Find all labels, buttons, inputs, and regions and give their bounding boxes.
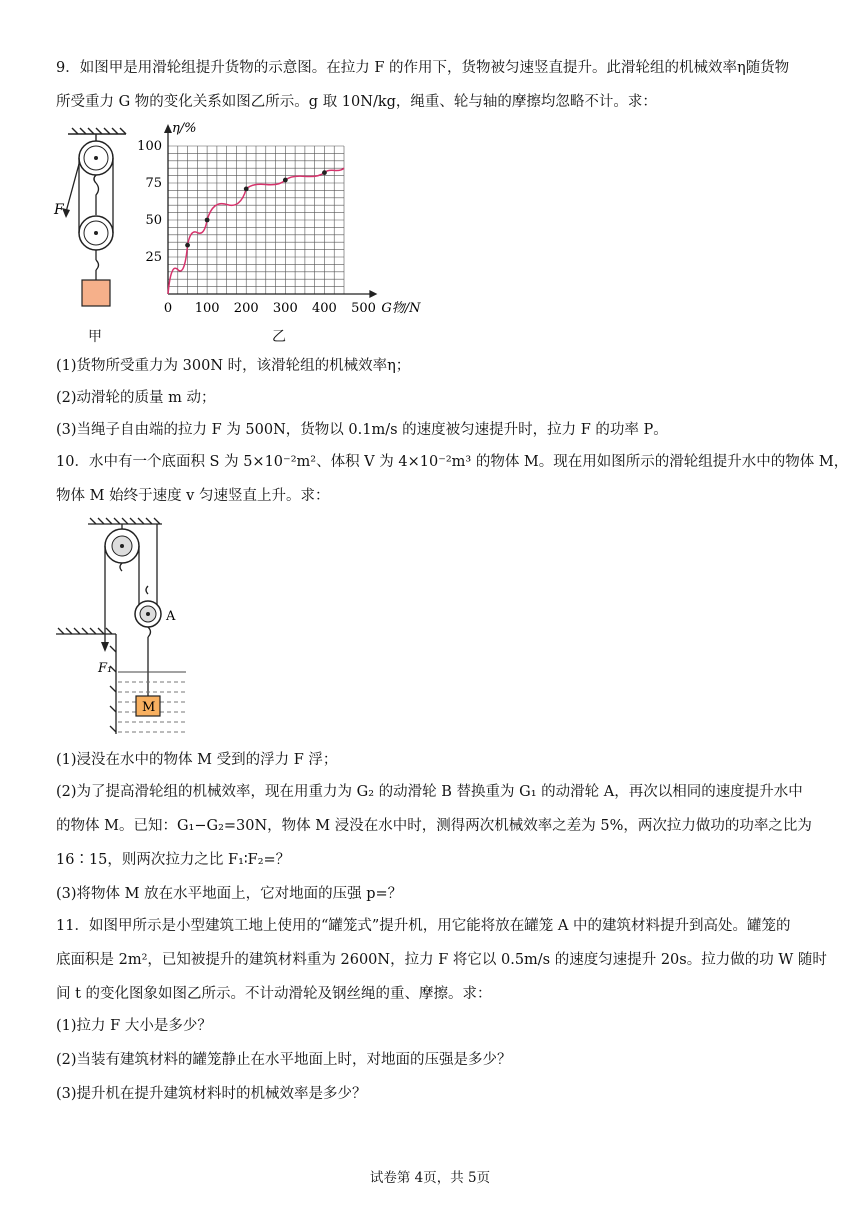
q9-sub3: (3)当绳子自由端的拉力 F 为 500N，货物以 0.1m/s 的速度被匀速提升时，拉力 F 的功率 P。 bbox=[56, 422, 668, 438]
y-tick-label: 50 bbox=[145, 213, 162, 228]
force-arrow bbox=[101, 642, 109, 652]
q10-stem-line1: 10．水中有一个底面积 S 为 5×10⁻²m²、体积 V 为 4×10⁻²m³ 的物体 M。现在用如图所示的滑轮组提升水中的物体 M， bbox=[56, 454, 849, 470]
ceiling-hatch bbox=[68, 128, 126, 134]
q10-sub3: (3)将物体 M 放在水平地面上，它对地面的压强 p=？ bbox=[56, 886, 403, 902]
q9-pulley-figure bbox=[52, 124, 142, 314]
x-axis-label: G物/N bbox=[381, 301, 421, 316]
q11-stem-line3: 间 t 的变化图象如图乙所示。不计动滑轮及钢丝绳的重、摩擦。求： bbox=[56, 986, 492, 1002]
data-point bbox=[185, 243, 190, 248]
cargo-block bbox=[82, 280, 110, 306]
pulley-label-a: A bbox=[166, 609, 176, 624]
x-tick-label: 300 bbox=[272, 301, 298, 316]
data-point bbox=[283, 178, 288, 183]
x-tick-label: 200 bbox=[233, 301, 259, 316]
y-tick-label: 100 bbox=[137, 139, 162, 154]
x-tick-label: 500 bbox=[351, 301, 376, 316]
y-tick-label: 75 bbox=[145, 176, 162, 191]
x-axis-arrow bbox=[369, 290, 377, 298]
q9-efficiency-chart bbox=[137, 112, 430, 322]
q11-sub1: (1)拉力 F 大小是多少？ bbox=[56, 1018, 212, 1034]
page-footer: 试卷第 4页，共 5页 bbox=[369, 1170, 491, 1186]
y-tick-label: 25 bbox=[145, 250, 162, 265]
q9-sub2: (2)动滑轮的质量 m 动； bbox=[56, 390, 216, 406]
q10-pulley-figure bbox=[52, 516, 192, 738]
data-point bbox=[322, 170, 327, 175]
q11-stem-line1: 11．如图甲所示是小型建筑工地上使用的“罐笼式”提升机，用它能将放在罐笼 A 中的建筑材料提升到高处。罐笼的 bbox=[56, 918, 791, 934]
ceiling-hatch bbox=[88, 518, 162, 524]
force-label-f: F bbox=[54, 202, 64, 218]
q10-sub1: (1)浸没在水中的物体 M 受到的浮力 F 浮； bbox=[56, 752, 338, 768]
q9-sub1: (1)货物所受重力为 300N 时，该滑轮组的机械效率η； bbox=[56, 358, 411, 374]
data-point bbox=[244, 187, 249, 192]
x-tick-label: 400 bbox=[312, 301, 337, 316]
object-m-label: M bbox=[142, 700, 156, 715]
caption-yi: 乙 bbox=[272, 329, 286, 345]
q11-stem-line2: 底面积是 2m²，已知被提升的建筑材料重为 2600N，拉力 F 将它以 0.5m/s 的速度匀速提升 20s。拉力做的功 W 随时 bbox=[56, 952, 827, 968]
q9-stem-line1: 9．如图甲是用滑轮组提升货物的示意图。在拉力 F 的作用下，货物被匀速竖直提升。此滑轮组的机械效率η随货物 bbox=[56, 60, 790, 76]
data-point bbox=[205, 218, 210, 223]
x-tick-label: 100 bbox=[194, 301, 220, 316]
y-axis-arrow bbox=[164, 124, 172, 133]
x-tick-label: 0 bbox=[163, 301, 173, 316]
y-axis-label: η/% bbox=[172, 121, 197, 136]
q9-stem-line2: 所受重力 G 物的变化关系如图乙所示。g 取 10N/kg，绳重、轮与轴的摩擦均忽略不计。求： bbox=[56, 94, 657, 110]
q10-sub2-line3: 16∶15，则两次拉力之比 F₁∶F₂=？ bbox=[56, 852, 291, 868]
pull-rope bbox=[66, 164, 79, 212]
q10-stem-line2: 物体 M 始终于速度 v 匀速竖直上升。求： bbox=[56, 488, 330, 504]
q11-sub3: (3)提升机在提升建筑材料时的机械效率是多少？ bbox=[56, 1086, 367, 1102]
force-label-f1: F₁ bbox=[98, 661, 113, 676]
q10-sub2-line1: (2)为了提高滑轮组的机械效率，现在用重力为 G₂ 的动滑轮 B 替换重为 G₁ 的动滑轮 A，再次以相同的速度提升水中 bbox=[56, 784, 803, 800]
caption-jia: 甲 bbox=[88, 329, 102, 345]
q10-sub2-line2: 的物体 M。已知：G₁−G₂=30N，物体 M 浸没在水中时，测得两次机械效率之差为 5%，两次拉力做功的功率之比为 bbox=[56, 818, 812, 834]
q11-sub2: (2)当装有建筑材料的罐笼静止在水平地面上时，对地面的压强是多少？ bbox=[56, 1052, 512, 1068]
